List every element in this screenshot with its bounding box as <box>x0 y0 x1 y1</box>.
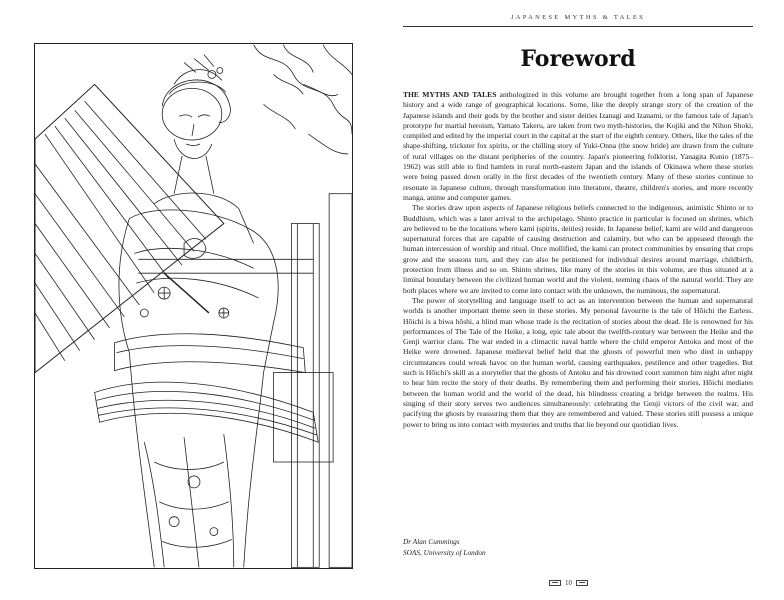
paragraph-text: The stories draw upon aspects of Japanese religious beliefs connected to the indigenous, animistic Shinto or to Buddhism, which was a later arrival to the archipelago. Shinto practice in particular is focused on shrines, which are believed to be the locations where kami (spirits, deities) reside. In Japanese belief, kami are wild and dangerous supernatural forces that are capable of causing destruction and calamity, but who can be appeased through the human intercession of worship and ritual. Once mollified, the kami can protect communities by ensuring that crops grow and the seasons turn, and they can also be petitioned for individual desires around marriage, childbirth, protection from illness and so on. Shinto shrines, like many of the stories in this volume, are thus situated at a liminal boundary between the civilized human world and the violent, teeming chaos of the natural world. They are both places where we are invited to come into contact with the unknown, the numinous, the supernatural. <box>403 203 753 295</box>
page-number: 10 <box>565 579 572 587</box>
running-head: JAPANESE MYTHS & TALES <box>510 14 646 21</box>
geisha-illustration <box>35 44 352 568</box>
illustration-panel <box>34 43 353 569</box>
paragraph-lead: THE MYTHS AND TALES <box>403 90 497 99</box>
paragraph-text: anthologized in this volume are brought together from a long span of Japanese history and a wide range of geographical locations. Some, like the deeply strange story of the creation of the Japanese islands and their gods by the brother and sister deities Izanagi and Izanami, or the famous tale of Japan's prototype for martial heroism, Yamato Takeru, are taken from two myth-histories, the Kojiki and the Nihon Shoki, compiled and edited by the imperial court in the capital at the start of the eighth century. Others, like the tales of the shape-shifting, trickster fox spirits, or the chilling story of Yuki-Onna (the snow bride) are drawn from the culture of rural villages on the distant peripheries of the country. Japan's pioneering folklorist, Yanagita Kunio (1875–1962) was still able to find hamlets in rural north-eastern Japan and the islands of Okinawa where these stories were being passed down orally in the first decades of the twentieth century. Many of these stories continue to resonate in Japanese culture, through transformation into literature, theatre, children's stories, and more recently manga, anime and computer games. <box>403 90 753 202</box>
ornament-icon <box>576 580 588 586</box>
paragraph-text: The power of storytelling and language itself to act as an intervention between the human and supernatural worlds is another important theme seen in these stories. My personal favourite is the tale of Hōichi the Earless. Hōichi is a biwa hōshi, a blind man whose trade is the recitation of stories about the dead. He is renowned for his performances of The Tale of the Heike, a long, epic tale about the twelfth-century war between the Heike and the Genji warrior clans. The war ended in a climactic naval battle where the child emperor Antoku and most of the Heike were drowned. Japanese medieval belief held that the ghosts of powerful men who died in unhappy circumstances could wreak havoc on the human world, causing earthquakes, pestilence and other tragedies. But such is Hōichi's skill as a storyteller that the ghosts of Antoku and his drowned court summon him night after night to hear him recite the story of their deaths. By remembering them and performing their stories, Hōichi mediates between the human world and the world of the dead, his blindness creating a bridge between the realms. His singing of their story serves two audiences simultaneously: celebrating the Genji victors of the civil war, and pacifying the ghosts by reassuring them that they are remembered and valued. These stories still possess a unique power to bring us into contact with mysteries and truths that lie beyond our quotidian lives. <box>403 295 753 429</box>
paragraph-1 <box>403 90 753 203</box>
ornament-icon <box>549 580 561 586</box>
author-name: Dr Alan Cummings <box>403 537 460 546</box>
paragraph-3 <box>403 296 753 430</box>
paragraph-2 <box>403 203 753 296</box>
author-affiliation: SOAS, University of London <box>403 548 486 557</box>
page-title: Foreword <box>520 46 636 72</box>
foreword-body <box>403 90 753 430</box>
signature-block <box>403 536 753 558</box>
header-rule <box>403 26 753 27</box>
page-folio <box>549 579 588 587</box>
